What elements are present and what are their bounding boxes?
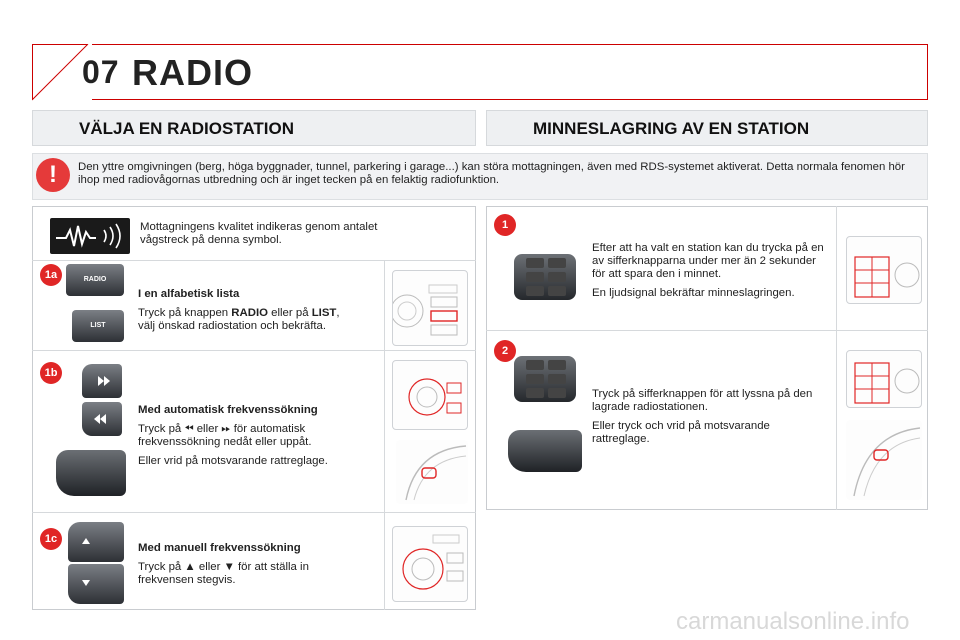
step-1a-line1: Tryck på knappen	[138, 307, 232, 319]
step-badge-1: 1	[494, 214, 516, 236]
step-badge-1a: 1a	[40, 264, 62, 286]
steering-wheel-illustration	[846, 420, 922, 500]
divider	[32, 260, 476, 261]
step-1b-para2: Eller vrid på motsvarande rattreglage.	[138, 455, 328, 467]
step-1b-line2: frekvenssökning nedåt eller uppåt.	[138, 436, 312, 448]
audio-console-illustration	[846, 350, 922, 408]
divider	[32, 512, 476, 513]
audio-console-illustration	[846, 236, 922, 304]
steering-wheel-illustration	[396, 440, 468, 504]
divider	[836, 206, 837, 510]
divider	[32, 350, 476, 351]
signal-info-text: Mottagningens kvalitet indikeras genom antalet vågstreck på denna symbol.	[140, 221, 378, 246]
section-title-store-station: MINNESLAGRING AV EN STATION	[486, 110, 928, 146]
step-1b-line1: Tryck på	[138, 423, 185, 435]
warning-text: Den yttre omgivningen (berg, höga byggnader, tunnel, parkering i garage...) kan störa mottagningen, även med RDS-systemet aktiverat. Detta normala fenomen hör ihop med radiovågornas utbredning och är inget tecken på en felaktig radiofunktion.	[78, 161, 905, 186]
section-title-select-station: VÄLJA EN RADIOSTATION	[32, 110, 476, 146]
chapter-number: 07	[82, 54, 120, 90]
audio-console-illustration	[392, 270, 468, 346]
step-1c-line2: frekvensen stegvis.	[138, 574, 236, 586]
seek-forward-button[interactable]	[82, 364, 122, 398]
steering-wheel-control[interactable]	[56, 450, 126, 496]
step-1b-heading: Med automatisk frekvenssökning	[138, 404, 318, 416]
watermark: carmanualsonline.info	[676, 608, 910, 635]
step-1b-line1-post: för automatisk	[230, 423, 306, 435]
step-1a-line2: välj önskad radiostation och bekräfta.	[138, 320, 327, 332]
divider	[486, 330, 928, 331]
step-1a-radio-ref: RADIO	[231, 307, 268, 319]
tune-down-button[interactable]	[68, 564, 124, 604]
step-1b-line1-mid: eller	[193, 423, 222, 435]
step-2-para1: Tryck på sifferknappen för att lyssna på den lagrade radiostationen.	[592, 388, 813, 413]
step-1c-text	[138, 542, 378, 593]
fast-forward-icon: ⏩︎	[221, 423, 231, 435]
step-1c-line1: Tryck på	[138, 561, 185, 573]
step-1-text	[592, 242, 824, 306]
step-1a-list-ref: LIST	[311, 307, 337, 319]
step-badge-2: 2	[494, 340, 516, 362]
step-1c-line1-post: för att ställa in	[234, 561, 309, 573]
arrow-down-icon: ▼	[223, 561, 235, 573]
audio-console-illustration	[392, 526, 468, 602]
preset-buttons-pad[interactable]	[514, 254, 576, 300]
signal-quality-icon	[50, 218, 130, 254]
audio-console-illustration	[392, 360, 468, 430]
step-1a-text	[138, 288, 378, 339]
step-2-para2: Eller tryck och vrid på motsvarande rattreglage.	[592, 420, 770, 445]
step-1a-line1-post: ,	[336, 307, 340, 319]
tune-up-button[interactable]	[68, 522, 124, 562]
step-1-para1: Efter att ha valt en station kan du trycka på en av sifferknapparna under mer än 2 sekunder för att spara den i minnet.	[592, 242, 824, 280]
step-2-text	[592, 388, 824, 452]
chapter-title: RADIO	[132, 52, 253, 93]
step-1-para2: En ljudsignal bekräftar minneslagringen.	[592, 287, 795, 299]
divider	[384, 260, 385, 610]
exclamation-icon: !	[36, 158, 70, 192]
rewind-icon: ⏪︎	[184, 423, 194, 435]
list-button[interactable]	[72, 310, 124, 342]
list-button-label: LIST	[90, 322, 106, 330]
step-badge-1b: 1b	[40, 362, 62, 384]
arrow-up-icon: ▲	[184, 561, 196, 573]
step-1b-text	[138, 404, 378, 474]
step-1c-heading: Med manuell frekvenssökning	[138, 542, 301, 554]
step-badge-1c: 1c	[40, 528, 62, 550]
seek-back-button[interactable]	[82, 402, 122, 436]
steering-wheel-control[interactable]	[508, 430, 582, 472]
step-1c-line1-mid: eller	[195, 561, 224, 573]
radio-button[interactable]	[66, 264, 124, 296]
step-1a-line1-mid: eller på	[268, 307, 312, 319]
preset-buttons-pad[interactable]	[514, 356, 576, 402]
step-1a-heading: I en alfabetisk lista	[138, 288, 240, 300]
radio-button-label: RADIO	[83, 276, 107, 284]
